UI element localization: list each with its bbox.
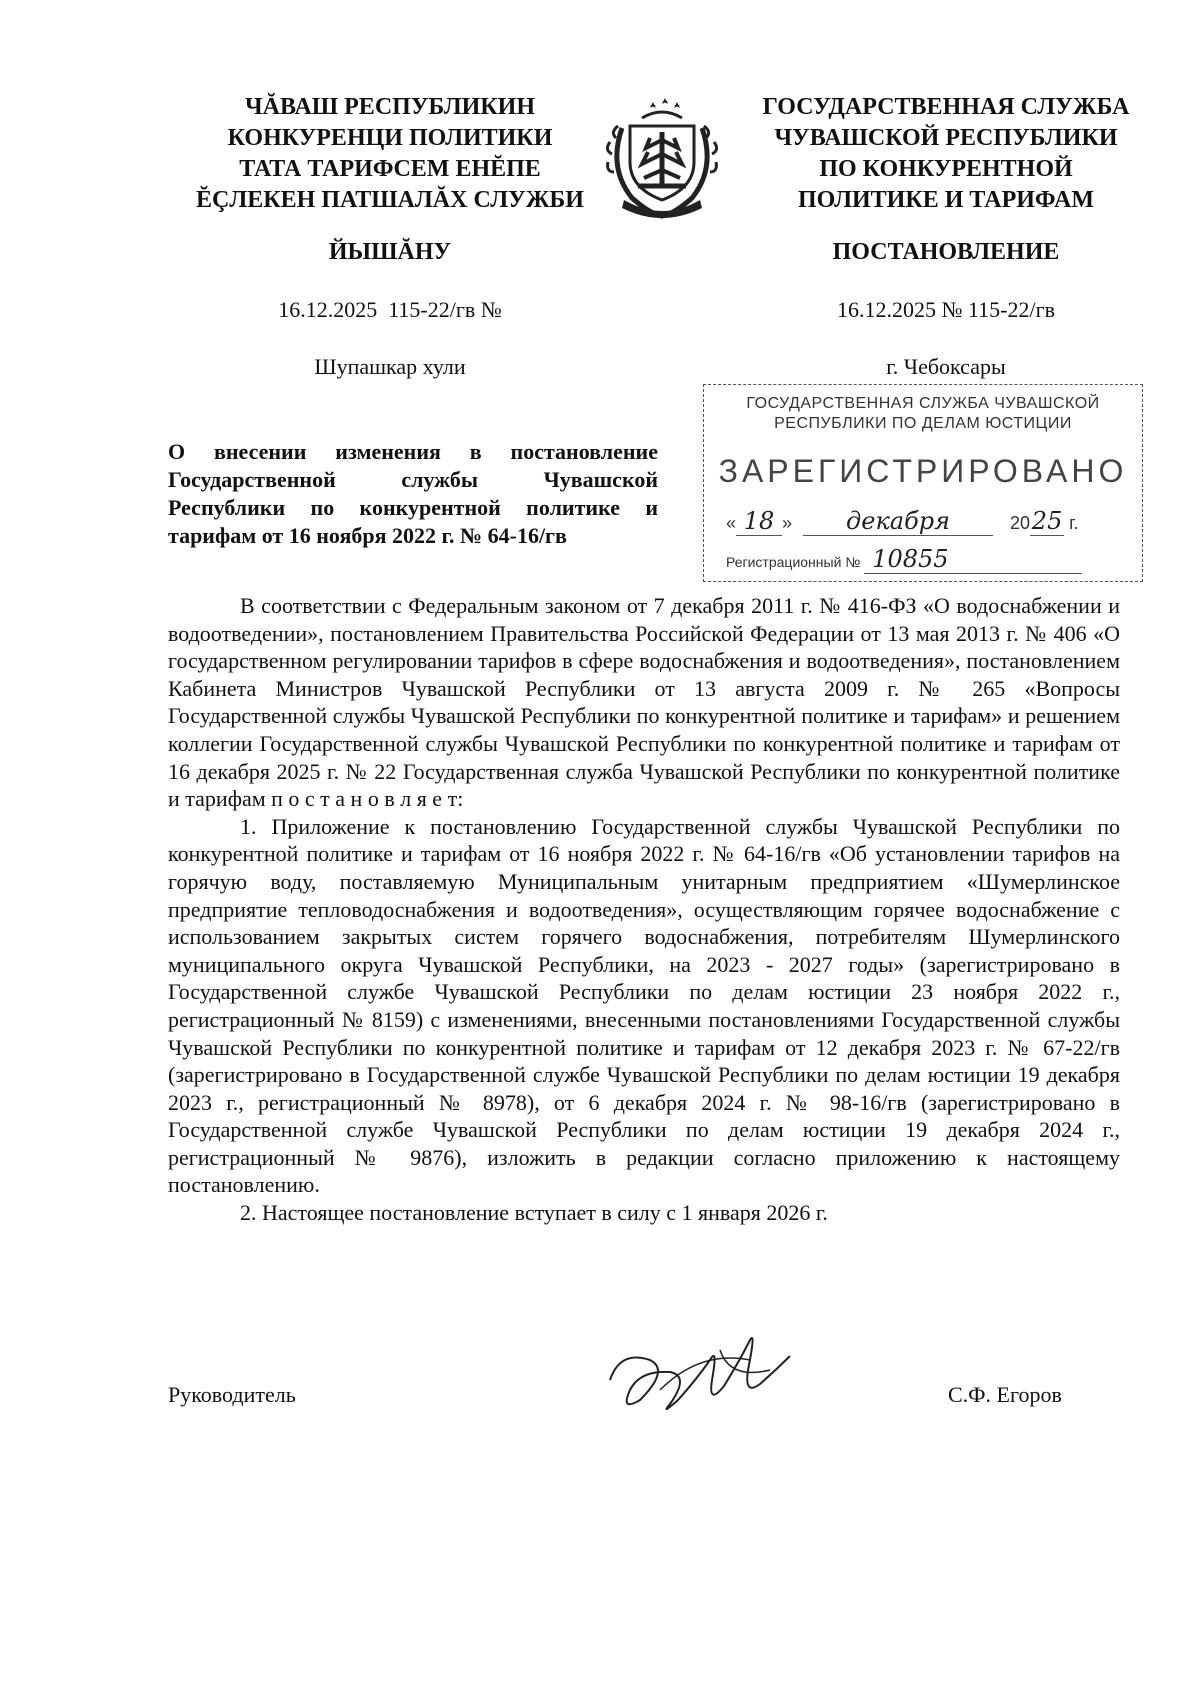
stamp-org-line: РЕСПУБЛИКИ ПО ДЕЛАМ ЮСТИЦИИ (774, 415, 1072, 432)
stamp-date-year-unit: г. (1069, 513, 1079, 533)
registration-stamp (703, 384, 1143, 582)
header-left (180, 92, 600, 216)
header-left-line: ĔÇЛЕКЕН ПАТШАЛĂХ СЛУЖБИ (196, 187, 584, 213)
signature-role: Руководитель (168, 1382, 296, 1407)
doc-number-left: 16.12.2025 115-22/гв № (278, 297, 502, 322)
subject-line: Государственной службы Чувашской (168, 467, 658, 492)
stamp-date-year-prefix: 20 (1010, 513, 1031, 533)
header-right-line: ПОЛИТИКЕ И ТАРИФАМ (797, 187, 1094, 213)
city-left: Шупашкар хули (314, 354, 466, 379)
stamp-status: ЗАРЕГИСТРИРОВАНО (718, 453, 1128, 489)
header-left-line: ТАТА ТАРИФСЕМ ЕНĔПЕ (239, 156, 541, 182)
header-left-line: КОНКУРЕНЦИ ПОЛИТИКИ (227, 125, 553, 151)
subject-line: О внесении изменения в постановление (168, 439, 658, 464)
stamp-reg-label: Регистрационный № (726, 554, 861, 570)
stamp-date: « 18 » декабря 2025 г. (726, 507, 1079, 535)
stamp-date-day: 18 (743, 507, 775, 535)
header-right-line: ГОСУДАРСТВЕННАЯ СЛУЖБА (762, 94, 1130, 120)
stamp-org-line: ГОСУДАРСТВЕННАЯ СЛУЖБА ЧУВАШСКОЙ (746, 395, 1100, 412)
header-right (736, 92, 1156, 216)
stamp-reg-value: 10855 (872, 545, 949, 573)
doc-kind-left: ЙЫШĂНУ (328, 239, 452, 265)
doc-number-right: 16.12.2025 № 115-22/гв (836, 297, 1056, 322)
header-right-line: ЧУВАШСКОЙ РЕСПУБЛИКИ (774, 125, 1118, 151)
stamp-date-year: 25 (1031, 507, 1063, 535)
body-item-1: 1. Приложение к постановлению Государственной службы Чувашской Республики по конкурентной политике и тарифам от 16 ноября 2022 г. № 64-16/гв «Об установлении тарифов на горячую воду, поставляемую Муниципальным унитарным предприятием «Шумерлинское предприятие тепловодоснабжения и водоотведения», осуществляющим горячее водоснабжение с использованием закрытых систем горячего водоснабжения, потребителям Шумерлинского муниципального округа Чувашской Республики, на 2023 - 2027 годы» (зарегистрировано в Государственной службе Чувашской Республики по делам юстиции 23 ноября 2022 г., регистрационный № 8159) с изменениями, внесенными постановлениями Государственной службы Чувашской Республики по конкурентной политике и тарифам от 12 декабря 2023 г. № 67-22/гв (зарегистрировано в Государственной службе Чувашской Республики по делам юстиции 19 декабря 2023 г., регистрационный № 8978), от 6 декабря 2024 г. № 98-16/гв (зарегистрировано в Государственной службе Чувашской Республики по делам юстиции 19 декабря 2024 г., регистрационный № 9876), изложить в редакции согласно приложению к настоящему постановлению. (168, 813, 1120, 1198)
chuvash-coat-of-arms-icon (602, 88, 722, 222)
document-body (168, 592, 1120, 1227)
handwritten-signature (600, 1320, 800, 1430)
subject-line: тарифам от 16 ноября 2022 г. № 64-16/гв (168, 523, 567, 548)
subject-line: Республики по конкурентной политике и (168, 495, 658, 520)
body-item-2: 2. Настоящее постановление вступает в силу с 1 января 2026 г. (240, 1200, 828, 1226)
document-subject (168, 438, 658, 550)
stamp-reg-number (726, 545, 1082, 574)
body-preamble: В соответствии с Федеральным законом от 7 декабря 2011 г. № 416-ФЗ «О водоснабжении и водоотведении», постановлением Правительства Российской Федерации от 13 мая 2013 г. № 406 «О государственном регулировании тарифов в сфере водоснабжения и водоотведения», постановлением Кабинета Министров Чувашской Республики от 13 августа 2009 г. № 265 «Вопросы Государственной службы Чувашской Республики по конкурентной политике и тарифам» и решением коллегии Государственной службы Чувашской Республики по конкурентной политике и тарифам от 16 декабря 2025 г. № 22 Государственная служба Чувашской Республики по конкурентной политике и тарифам п о с т а н о в л я е т: (168, 593, 1120, 812)
stamp-date-month: декабря (846, 507, 951, 535)
header-right-line: ПО КОНКУРЕНТНОЙ (819, 156, 1073, 182)
signature-name: С.Ф. Егоров (948, 1382, 1062, 1407)
header-left-line: ЧĂВАШ РЕСПУБЛИКИН (245, 94, 535, 120)
doc-kind-right: ПОСТАНОВЛЕНИЕ (832, 239, 1060, 265)
city-right: г. Чебоксары (886, 354, 1006, 379)
